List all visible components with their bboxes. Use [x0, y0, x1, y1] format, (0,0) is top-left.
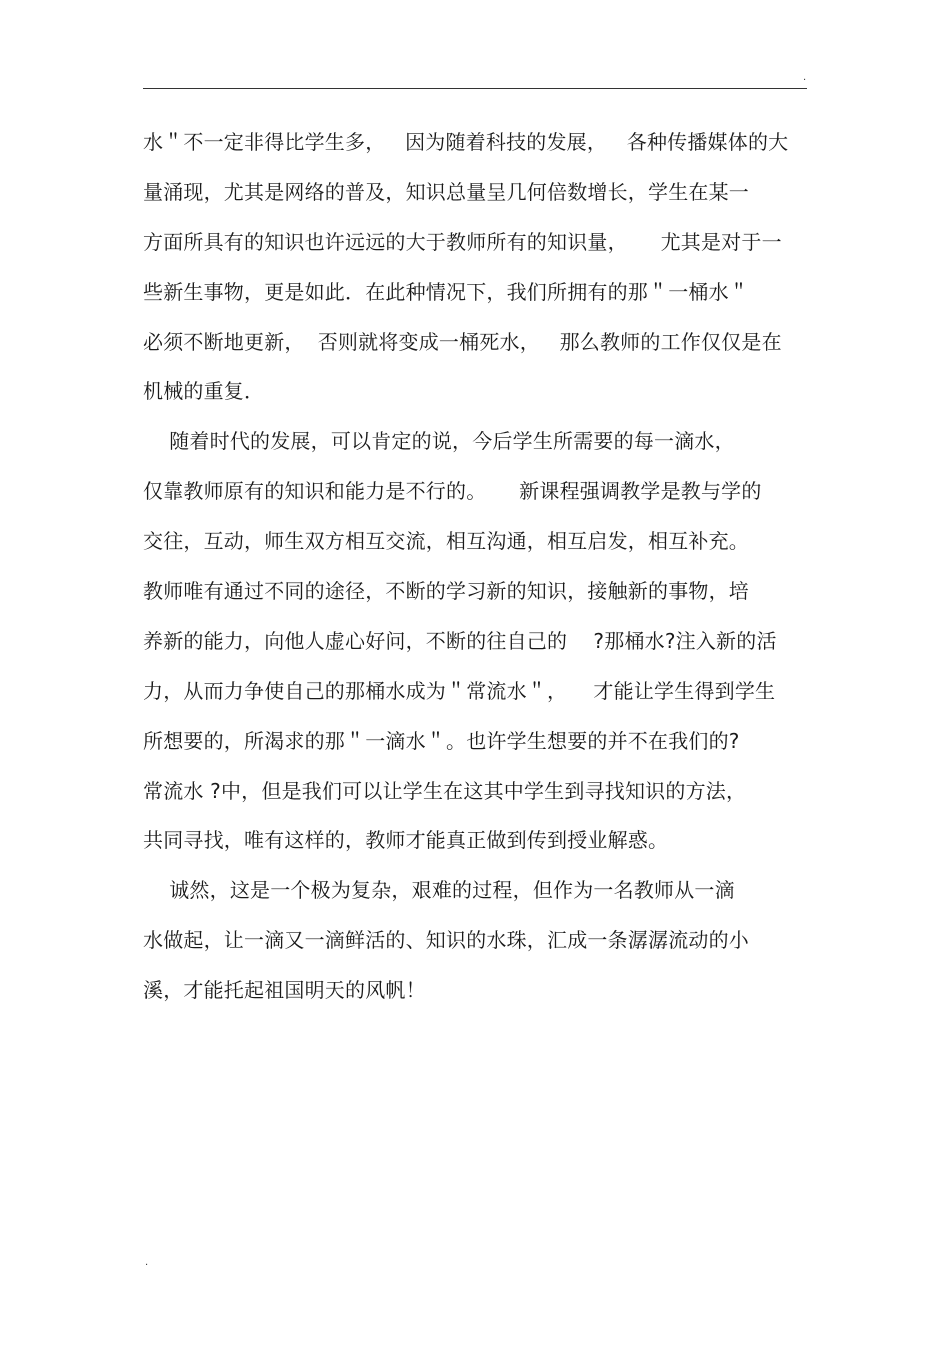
text-line: 些新生事物，更是如此．在此种情况下，我们所拥有的那＂一桶水＂	[143, 280, 749, 304]
header-rule	[143, 88, 807, 89]
text-line: 共同寻找，唯有这样的，教师才能真正做到传到授业解惑。	[143, 828, 669, 852]
text-line: 方面所具有的知识也许远远的大于教师所有的知识量， 尤其是对于一	[143, 230, 782, 254]
text-line: 养新的能力，向他人虚心好问，不断的往自己的 ?那桶水?注入新的活	[143, 629, 777, 653]
text-line: 水做起，让一滴又一滴鲜活的、知识的水珠，汇成一条潺潺流动的小	[143, 928, 749, 952]
text-line: 教师唯有通过不同的途径，不断的学习新的知识，接触新的事物，培	[143, 579, 749, 603]
text-line: 诚然，这是一个极为复杂，艰难的过程，但作为一名教师从一滴	[143, 878, 735, 902]
text-line: 水＂不一定非得比学生多， 因为随着科技的发展， 各种传播媒体的大	[143, 130, 789, 154]
text-line: 力，从而力争使自己的那桶水成为＂常流水＂， 才能让学生得到学生	[143, 679, 776, 703]
text-line: 必须不断地更新， 否则就将变成一桶死水， 那么教师的工作仅仅是在	[143, 330, 782, 354]
footer-mark: .	[145, 1257, 149, 1268]
text-line: 常流水 ?中，但是我们可以让学生在这其中学生到寻找知识的方法，	[143, 779, 747, 803]
header-mark: .	[803, 72, 807, 83]
text-line: 所想要的，所渴求的那＂一滴水＂。也许学生想要的并不在我们的?	[143, 729, 740, 753]
text-line: 仅靠教师原有的知识和能力是不行的。 新课程强调教学是教与学的	[143, 479, 762, 503]
text-line: 交往，互动，师生双方相互交流，相互沟通，相互启发，相互补充。	[143, 529, 749, 553]
text-line: 随着时代的发展，可以肯定的说，今后学生所需要的每一滴水，	[143, 429, 735, 453]
text-line: 溪，才能托起祖国明天的风帆！	[143, 978, 426, 1002]
text-line: 机械的重复．	[143, 379, 265, 403]
text-line: 量涌现，尤其是网络的普及，知识总量呈几何倍数增长，学生在某一	[143, 180, 749, 204]
